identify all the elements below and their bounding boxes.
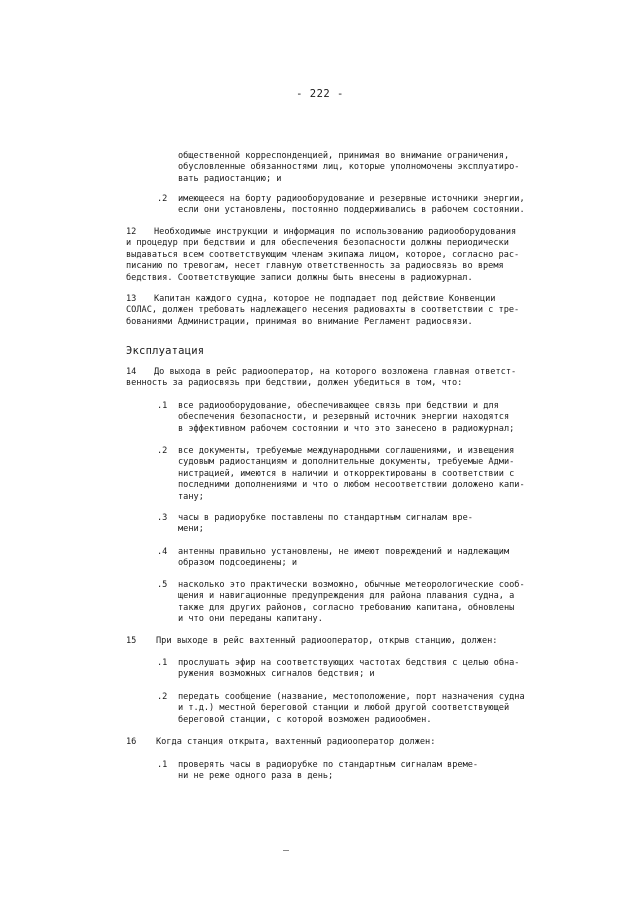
- paragraph-number: 13: [126, 294, 137, 304]
- item-text: передать сообщение (название, местоположение, порт назначения судна и т.д.) местной береговой станции и любой другой соответствующей береговой станции, с которой возможен радиообмен.: [178, 692, 525, 725]
- page-number: - 222 -: [296, 88, 344, 100]
- item-text: все радиооборудование, обеспечивающее связь при бедствии и для обеспечения безопасности, и резервный источник энергии находятся в эффективном рабочем состоянии и что это занесено в радиожурнал;: [178, 401, 515, 434]
- item-text: имеющееся на борту радиооборудование и резервные источники энергии, если они установлены, постоянно поддерживались в рабочем состоянии.: [178, 194, 525, 216]
- paragraph-12-text: Необходимые инструкции и информация по использованию радиооборудования и процедур при бедствии и для обеспечения безопасности должны периодически выдаваться всем соответствующим членам экипажа лицом, которое, согласно рас- писанию по тревогам, несет главную ответственность за радиосвязь во время бедствия. Соответствующие записи должны быть внесены в радиожурнал.: [126, 227, 520, 283]
- paragraph-number: 16: [126, 737, 137, 747]
- item-number: .2: [157, 446, 168, 456]
- item-text: антенны правильно установлены, не имеют повреждений и надлежащим образом подсоединены; и: [178, 547, 510, 569]
- item-number: .5: [157, 580, 168, 590]
- item-text: проверять часы в радиорубке по стандартным сигналам време- ни не реже одного раза в день;: [178, 760, 479, 782]
- item-number: .3: [157, 513, 168, 523]
- item-number: .4: [157, 547, 168, 557]
- paragraph-15-text: При выходе в рейс вахтенный радиооператор, открыв станцию, должен:: [156, 636, 498, 646]
- item-text: насколько это практически возможно, обычные метеорологические сооб- щения и навигационные предупреждения для района плавания судна, а также для других районов, согласно требованию капитана, обновлены и что они переданы капитану.: [178, 580, 525, 625]
- item-number: .2: [157, 194, 168, 204]
- item-number: .1: [157, 760, 168, 770]
- item-text: все документы, требуемые международными соглашениями, и извещения судовым радиостанциям и дополнительные документы, требуемые Адми- нистрацией, имеются в наличии и откорректированы в соответствии с последними дополнениями и что о любом несоответствии доложено капи- тану;: [178, 446, 525, 502]
- item-number: .1: [157, 658, 168, 668]
- scan-mark: [283, 850, 289, 851]
- item-text: часы в радиорубке поставлены по стандартным сигналам вре- мени;: [178, 513, 473, 535]
- section-heading: Эксплуатация: [126, 345, 205, 357]
- item-text: прослушать эфир на соответствующих частотах бедствия с целью обна- ружения возможных сигналов бедствия; и: [178, 658, 520, 680]
- paragraph-16-text: Когда станция открыта, вахтенный радиооператор должен:: [156, 737, 436, 747]
- paragraph-number: 12: [126, 227, 137, 237]
- paragraph-number: 14: [126, 367, 137, 377]
- paragraph-number: 15: [126, 636, 137, 646]
- paragraph-13-text: Капитан каждого судна, которое не подпадает под действие Конвенции СОЛАС, должен требовать надлежащего несения радиовахты в соответствии с тре- бованиями Администрации, принимая во внимание Регламент радиосвязи.: [126, 294, 520, 327]
- item-number: .2: [157, 692, 168, 702]
- intro-paragraph: общественной корреспонденцией, принимая во внимание ограничения, обусловленные обязанностями лиц, которые уполномочены эксплуатиро- вать радиостанцию; и: [178, 151, 520, 184]
- item-number: .1: [157, 401, 168, 411]
- paragraph-14-text: До выхода в рейс радиооператор, на которого возложена главная ответст- венность за радиосвязь при бедствии, должен убедиться в том, что:: [126, 367, 517, 389]
